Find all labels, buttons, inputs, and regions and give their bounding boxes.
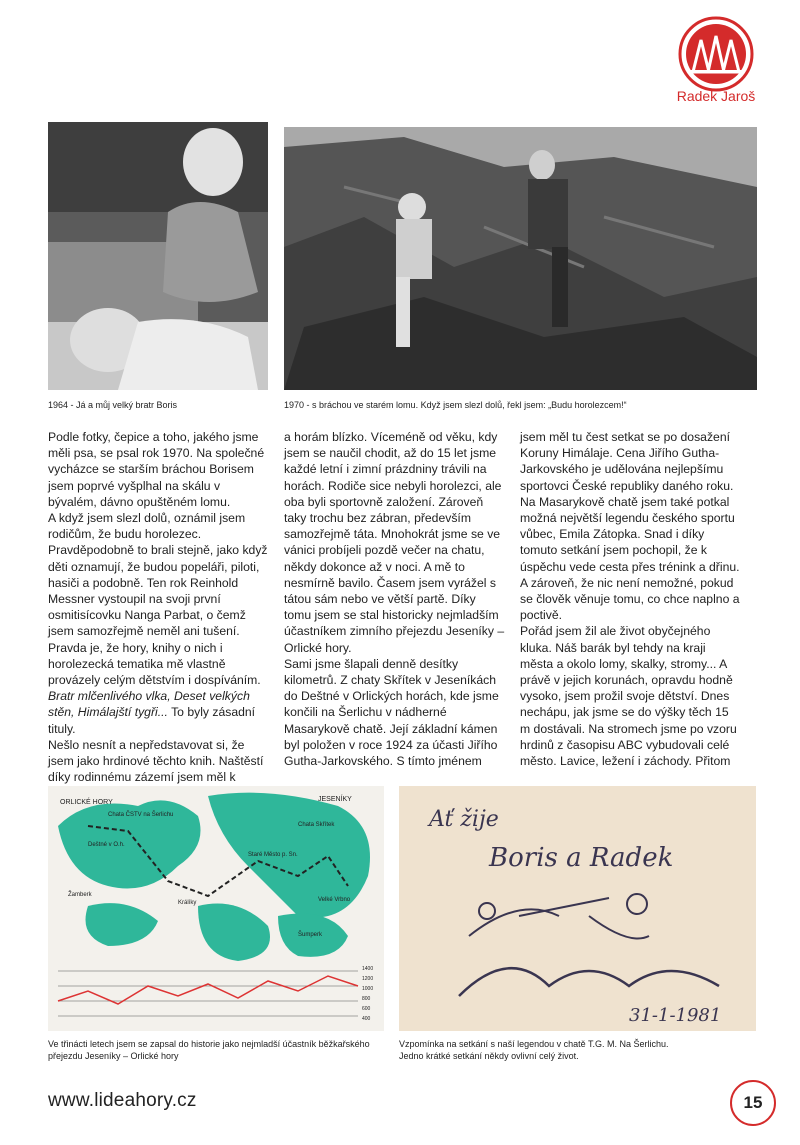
footer-url[interactable]: www.lideahory.cz xyxy=(48,1090,197,1111)
book-titles: Bratr mlčenlivého vlka, Deset velkých stěn, Himálajští tygři... xyxy=(48,689,250,720)
autograph-line: Boris a Radek xyxy=(489,843,674,873)
mountain-peaks-logo-icon xyxy=(667,14,765,94)
paragraph: a horám blízko. Víceméně od věku, kdy jsem se naučil chodit, až do 15 let jsme každé letní i zimní prázdniny trávili na horách. Rodiče sice nebyli horolezci, ale oba byli sportovně založení. Zároveň taky trochu bez zábran, především samozřejmě táta. Mnohokrát jsme se ve vánici probíjeli pozdě večer na chatu, někdy dokonce až v noci. A mě to nesmírně bavilo. Časem jsem vyrážel s tátou sám nebo ve větší partě. Díky tomu jsem se stal historicky nejmladším účastníkem zimního přejezdu Jeseníky – Orlické hory. xyxy=(284,430,505,655)
profile-tick: 800 xyxy=(362,996,371,1002)
paragraph: A když jsem slezl dolů, oznámil jsem rodičům, že budu horolezec. Pravděpodobně to brali stejně, jako když děti oznamují, že budou popeláři, piloti, hasiči a podobně. Ten rok Reinhold Messner vystoupil na svoji první osmitisícovku Nanga Parbat, o čemž jsem samozřejmě neměl ani tušení. Pravda je, že hory, knihy o nich i horolezecká tematika mě vlastně provázely celým dětstvím i dospíváním. Bratr mlčenlivého vlka, Deset velkých stěn, Himálajští tygři... To byly zásadní tituly. xyxy=(48,511,268,736)
map-label: Deštné v O.h. xyxy=(88,842,125,848)
photo-brothers xyxy=(48,122,268,390)
autograph-caption: Vzpomínka na setkání s naší legendou v chatě T.G. M. Na Šerlichu. Jedno krátké setkání někdy ovlivní celý život. xyxy=(399,1039,669,1061)
map-label: Staré Město p. Sn. xyxy=(248,852,298,858)
article-column-2 xyxy=(284,429,506,769)
profile-tick: 400 xyxy=(362,1016,371,1022)
page-number: 15 xyxy=(730,1080,776,1126)
photo-quarry-climb xyxy=(284,127,757,390)
map-label: ORLICKÉ HORY xyxy=(60,799,113,806)
photo-caption: 1970 - s bráchou ve starém lomu. Když jsem slezl dolů, řekl jsem: „Budu horolezcem!“ xyxy=(284,400,627,410)
article-column-1 xyxy=(48,429,268,802)
autograph-image xyxy=(399,786,756,1031)
paragraph: Pořád jsem žil ale život obyčejného kluka. Náš barák byl tehdy na kraji města a okolo lomy, skalky, stromy... A právě v jejich korunách, opravdu hodně vysoko, jsem prožil svoje dětství. Dnes nechápu, jak jsme se do výšky těch 15 m dostávali. Na stromech jsme po vzoru hrdinů z časopisu ABC vybudovali celé město. Lavice, ležení i záchody. Přitom xyxy=(520,624,737,769)
map-label: Chata ČSTV na Šerlichu xyxy=(108,812,174,818)
map-label: Chata Skřítek xyxy=(298,822,335,828)
article-column-3 xyxy=(520,429,742,769)
paragraph: jsem měl tu čest setkat se po dosažení Koruny Himálaje. Cena Jiřího Gutha-Jarkovského je udělována nejlepšímu sportovci České republiky daného roku. Na Masarykově chatě jsem také potkal možná největší legendu českého sportu vůbec, Emila Zátopka. Snad i díky tomuto setkání jsem pochopil, že k úspěchu vede cesta přes trénink a dřinu. xyxy=(520,430,740,574)
paragraph: Podle fotky, čepice a toho, jakého jsme měli psa, se psal rok 1970. Na společné vycházce se starším bráchou Borisem jsem poprvé vyšplhal na skálu v bývalém, dávno opuštěném lomu. xyxy=(48,430,265,509)
profile-tick: 600 xyxy=(362,1006,371,1012)
route-map xyxy=(48,786,384,1031)
map-label: Šumperk xyxy=(298,932,323,938)
paragraph: Sami jsme šlapali denně desítky kilometrů. Z chaty Skřítek v Jeseníkách do Deštné v Orlických horách, kde jsme končili na Šerlichu v nádherné Masarykově chatě. Její základní kámen byl položen v roce 1924 za účasti Jiřího Gutha-Jarkovského. S tímto jménem xyxy=(284,656,499,769)
paragraph: A zároveň, že nic není nemožné, pokud se člověk věnuje tomu, co chce naplno a poctivě. xyxy=(520,575,740,623)
map-label: Králíky xyxy=(178,900,197,906)
map-caption: Ve třinácti letech jsem se zapsal do historie jako nejmladší účastník běžkařského přejezdu Jeseníky – Orlické hory xyxy=(48,1039,370,1061)
autograph-line: Ať žije xyxy=(429,807,499,832)
profile-tick: 1200 xyxy=(362,976,374,982)
map-label: JESENÍKY xyxy=(318,796,352,803)
brand-name: Radek Jaroš xyxy=(676,88,756,104)
map-label: Žamberk xyxy=(68,892,92,898)
autograph-date: 31-1-1981 xyxy=(629,1005,722,1026)
profile-tick: 1000 xyxy=(362,986,374,992)
paragraph: Nešlo nesnít a nepředstavovat si, že jsem jako hrdinové těchto knih. Naštěstí díky rodinnému zázemí jsem měl k xyxy=(48,737,264,785)
photo-caption: 1964 - Já a můj velký bratr Boris xyxy=(48,400,178,410)
map-label: Velké Vrbno xyxy=(318,897,351,903)
profile-tick: 1400 xyxy=(362,966,374,972)
